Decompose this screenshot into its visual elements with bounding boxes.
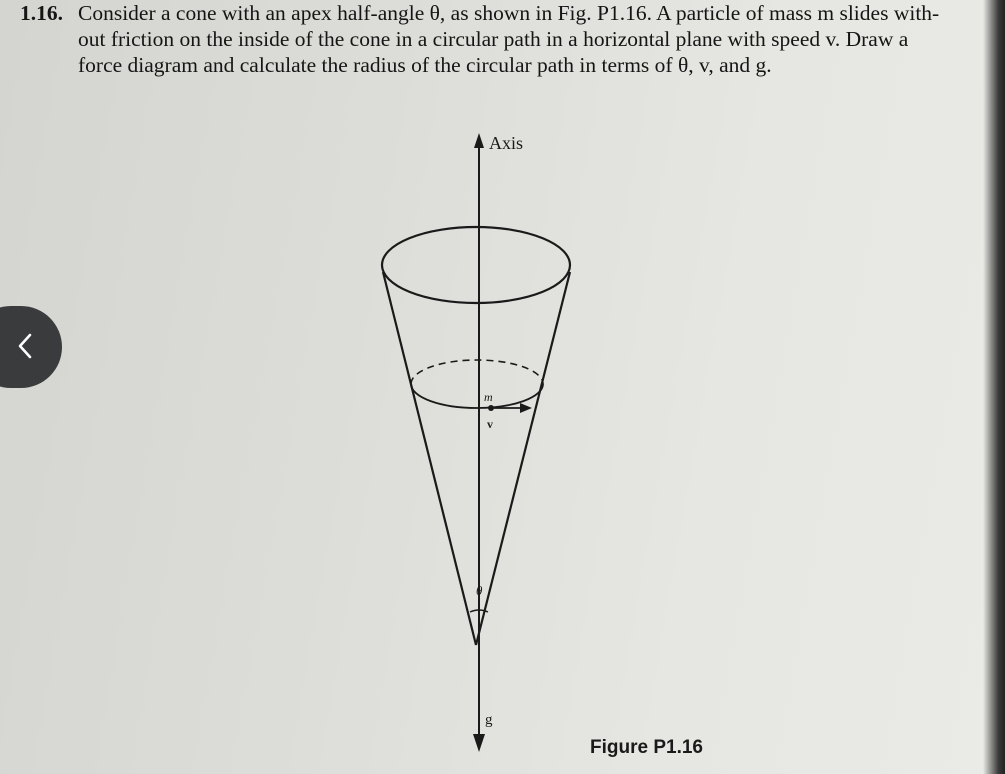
axis-label: Axis [489, 133, 524, 153]
page-edge-shadow [983, 0, 1005, 774]
problem-number: 1.16. [20, 1, 63, 25]
gravity-arrowhead [473, 734, 485, 752]
path-ellipse-back [411, 360, 543, 384]
cone-right-side [476, 272, 570, 645]
angle-label: θ [476, 583, 483, 598]
mass-label: m [484, 390, 493, 404]
velocity-label: v [487, 417, 493, 431]
gravity-label: g [485, 712, 493, 728]
velocity-arrowhead [520, 403, 532, 413]
problem-line-3: force diagram and calculate the radius of the circular path in terms of θ, v, and g. [78, 53, 772, 77]
cone-left-side [383, 272, 476, 645]
problem-text-line-1: Consider a cone with an apex half-angle θ, as shown in Fig. P1.16. A particle of mass m slides with- [78, 1, 940, 25]
axis-arrowhead [474, 133, 484, 148]
figure-caption: Figure P1.16 [590, 737, 703, 758]
problem-line-2: out friction on the inside of the cone in a circular path in a horizontal plane with speed v. Draw a [78, 27, 909, 51]
cone-rim [382, 227, 570, 303]
